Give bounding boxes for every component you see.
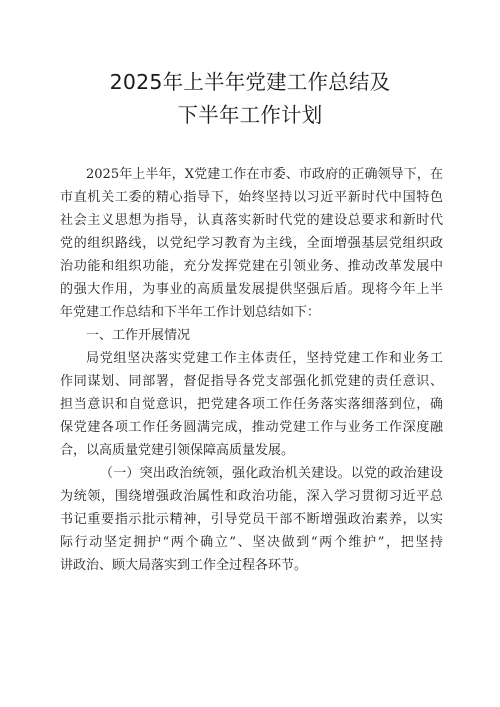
- document-title-line-1: 2025年上半年党建工作总结及: [109, 70, 391, 94]
- text-line: 担当意识和自觉意识，把党建各项工作任务落实落细落到位，确: [60, 397, 443, 412]
- text-line: 的强大作用，为事业的高质量发展提供坚强后盾。现将今年上半: [60, 282, 443, 297]
- section-heading-text: 一、工作开展情况: [86, 328, 191, 343]
- text-line: 书记重要指示批示精神，引导党员干部不断增强政治素养，以实: [60, 512, 443, 527]
- paragraph-overview: [60, 347, 443, 462]
- text-line: 作同谋划、同部署，督促指导各党支部强化抓党建的责任意识、: [60, 374, 443, 389]
- text-line: 际行动坚定拥护“两个确立”、坚决做到“两个维护”，把坚持: [60, 535, 443, 550]
- text-line: 年党建工作总结和下半年工作计划总结如下：: [60, 305, 321, 320]
- text-line: 社会主义思想为指导，认真落实新时代党的建设总要求和新时代: [60, 213, 443, 228]
- text-line: 2025年上半年，X党建工作在市委、市政府的正确领导下，在: [86, 167, 443, 182]
- text-line: 市直机关工委的精心指导下，始终坚持以习近平新时代中国特色: [60, 190, 443, 205]
- document-title-line-2: 下半年工作计划: [177, 103, 323, 127]
- text-line: 党的组织路线，以党纪学习教育为主线，全面增强基层党组织政: [60, 236, 443, 251]
- paragraph-subsection-1: [60, 462, 443, 577]
- text-line: 合，以高质量党建引领保障高质量发展。: [60, 443, 295, 458]
- text-line: 保党建各项工作任务圆满完成，推动党建工作与业务工作深度融: [60, 420, 443, 435]
- section-heading: [60, 324, 443, 347]
- paragraph-intro: [60, 163, 443, 324]
- text-line: 讲政治、顾大局落实到工作全过程各环节。: [60, 558, 308, 573]
- text-line: 治功能和组织功能，充分发挥党建在引领业务、推动改革发展中: [60, 259, 443, 274]
- text-line: （一）突出政治统领，强化政治机关建设。以党的政治建设: [100, 466, 443, 481]
- document-body: [60, 163, 443, 577]
- text-line: 局党组坚决落实党建工作主体责任，坚持党建工作和业务工: [86, 351, 443, 366]
- text-line: 为统领，围绕增强政治属性和政治功能，深入学习贯彻习近平总: [60, 489, 443, 504]
